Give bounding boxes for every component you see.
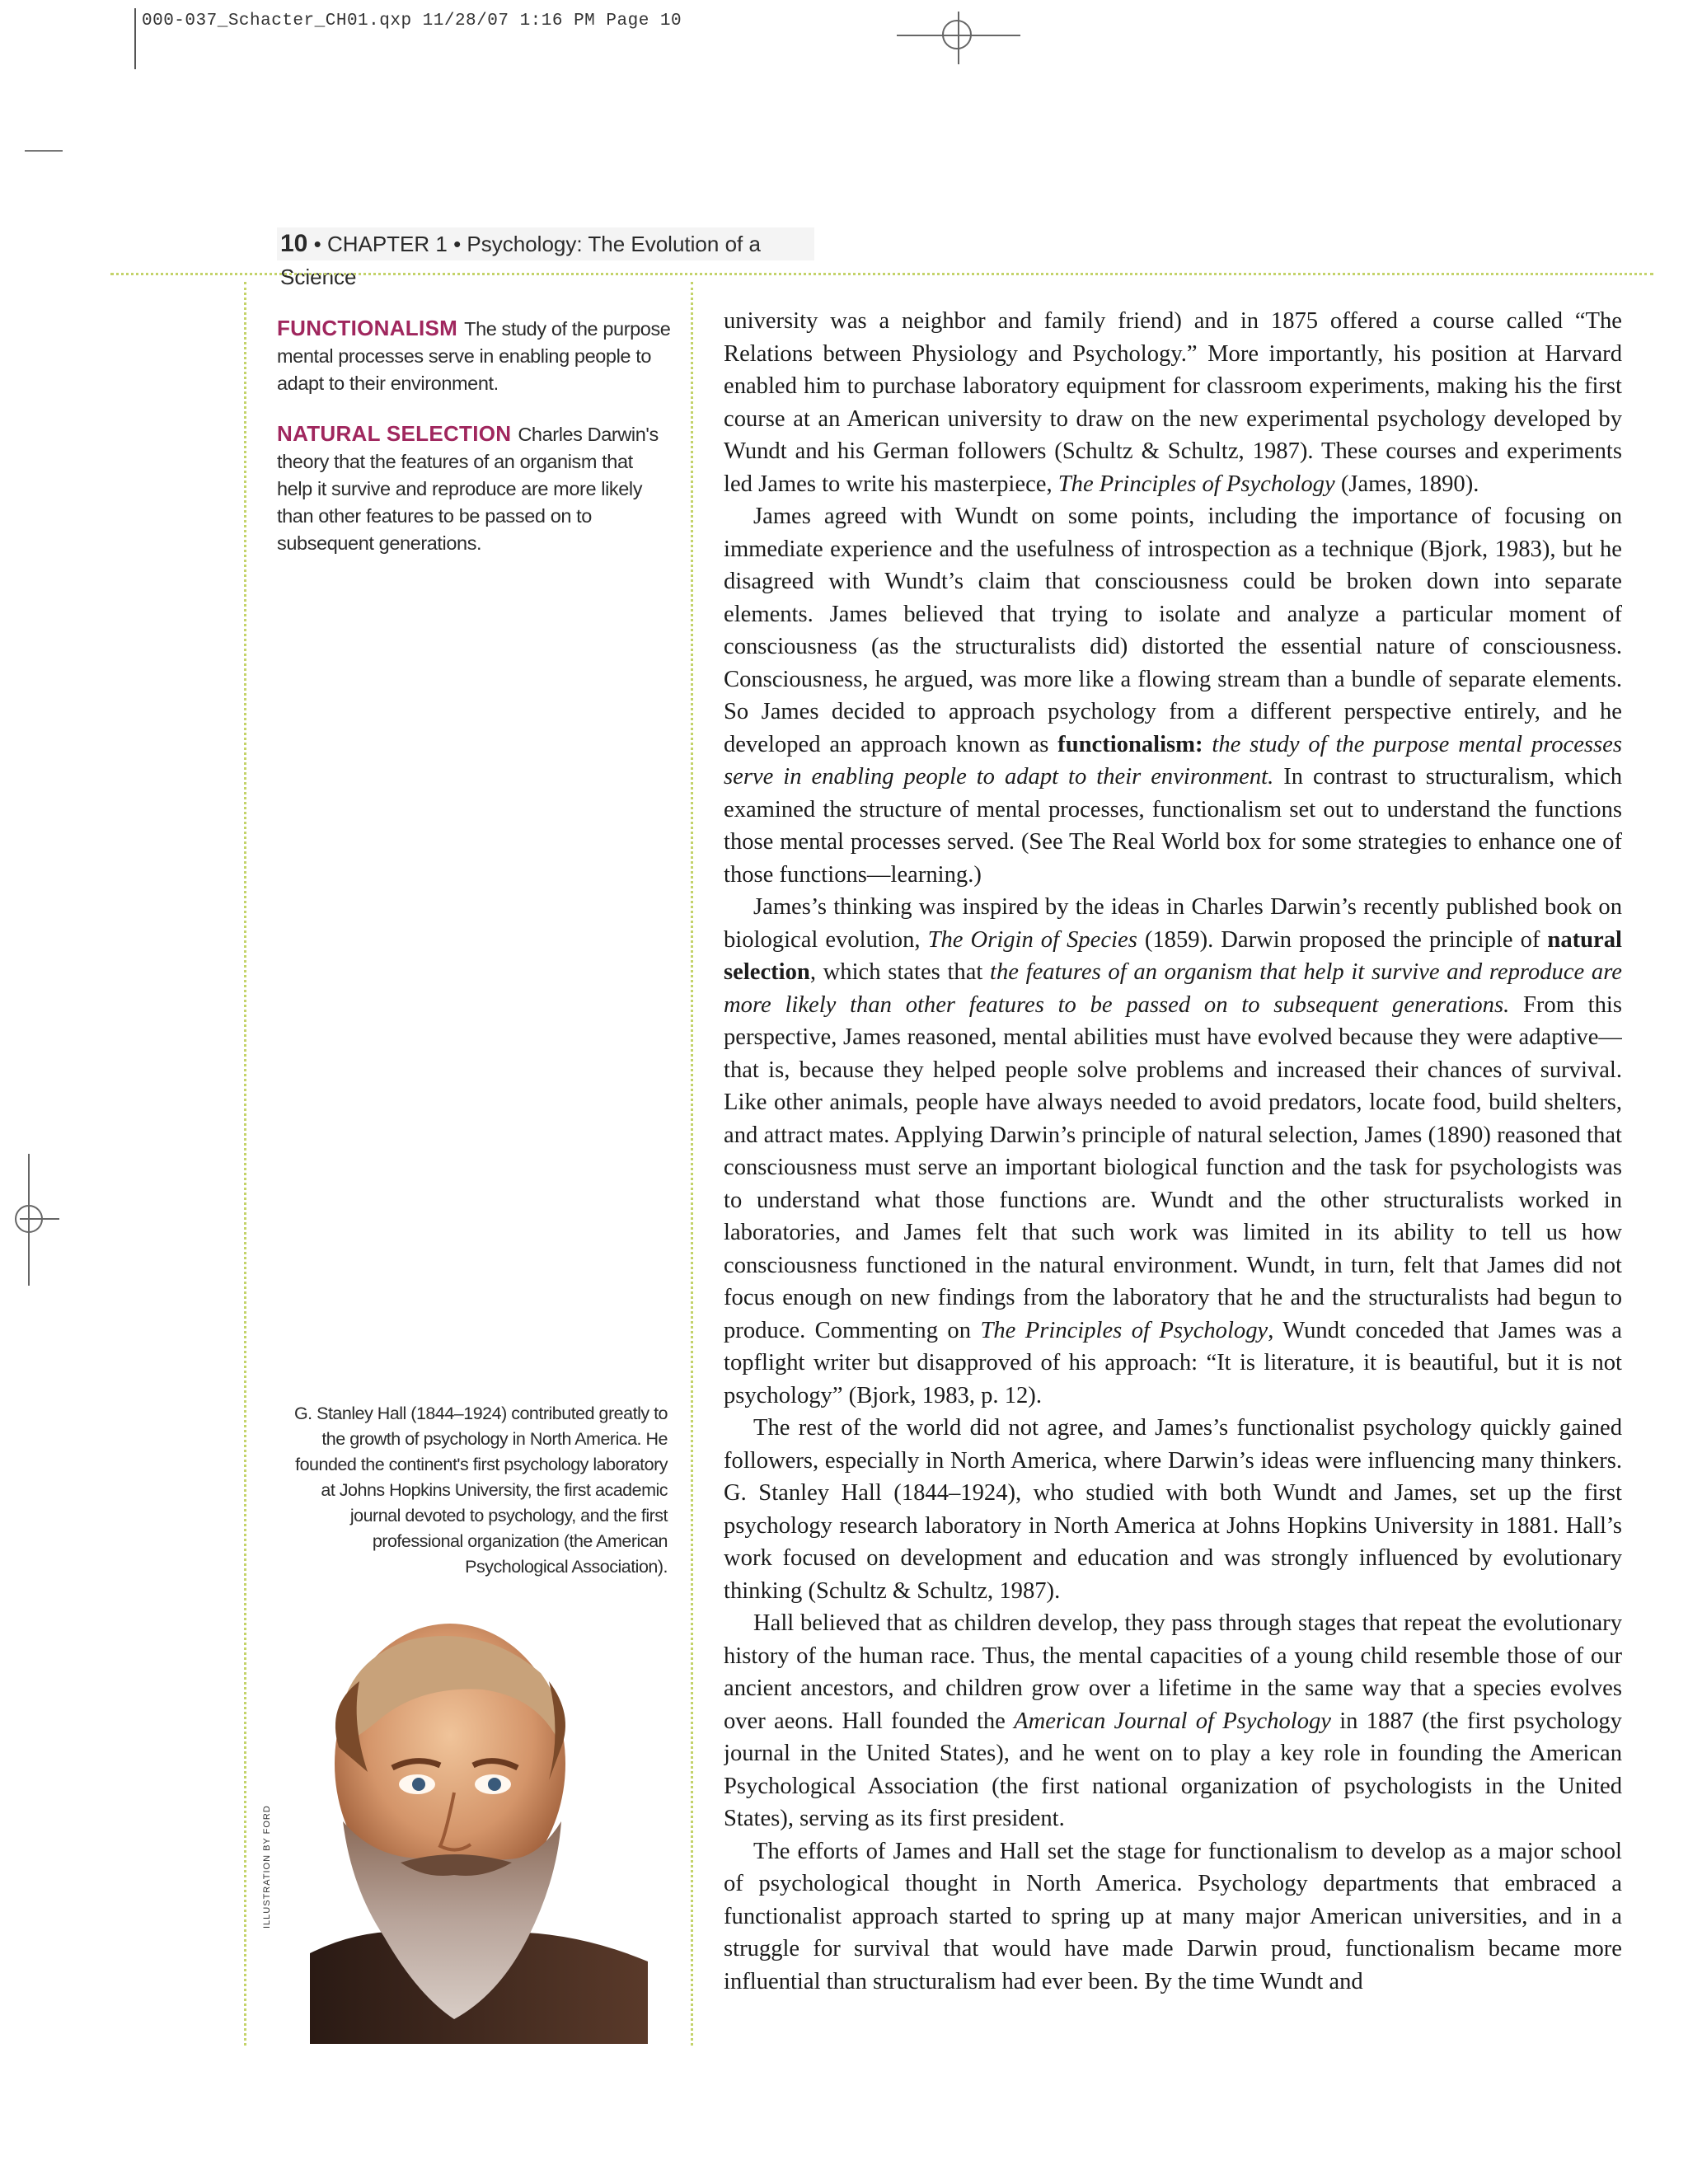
text-run: From this perspective, James reasoned, mental abilities must have evolved because they were adaptive—that is, because they helped people solve problems and increased their chances of survival. Like other animals, people have always needed to avoid predators, locate food, build shelters, and attract mates. Applying Darwin’s principle of natural selection, James (1890) reasoned that consciousness must serve an important biological function and the task for psychologists was to understand what those functions are. Wundt and the other structuralists worked in laboratories, and James felt that such work was limited in its ability to tell us how consciousness functioned in the natural environment. Wundt, in turn, felt that James did not focus enough on new findings from the laboratory that he and the structuralists had begun to produce. Commenting on	[724, 991, 1622, 1343]
italic-text: the study of the purpose mental processes serve in enabling people to adapt to their environment.	[724, 731, 1622, 790]
body-paragraph	[724, 1835, 1622, 1999]
glossary-definition: Charles Darwin's theory that the features of an organism that help it survive and reproduce are more likely than other features to be passed on to subsequent generations.	[277, 424, 659, 554]
italic-text: The Principles of Psychology	[980, 1317, 1268, 1343]
body-paragraph	[724, 891, 1622, 1412]
text-run	[1203, 732, 1212, 757]
text-run: , Wundt conceded that James was a topflight writer but disapproved of his approach: “It is literature, it is beautiful, but it is not psychology” (Bjork, 1983, p. 12).	[724, 1317, 1622, 1408]
margin-glossary	[277, 315, 673, 580]
body-paragraph	[724, 305, 1622, 500]
body-paragraph	[724, 1607, 1622, 1835]
crop-tick-left	[25, 150, 63, 152]
text-run: in 1887 (the first psychology journal in the United States), and he went on to play a key role in founding the American Psychological Association (the first national organization of psychologists in the United States), serving as its first president.	[724, 1708, 1622, 1831]
text-run: (James, 1890).	[1334, 471, 1479, 497]
illustration-credit: ILLUSTRATION BY FORD	[262, 1805, 272, 1929]
body-paragraph	[724, 1412, 1622, 1607]
registration-mark-side	[15, 1205, 43, 1233]
margin-right-dotted-rule	[691, 282, 693, 2046]
italic-text: the features of an organism that help it survive and reproduce are more likely than other features to be passed on to subsequent generations.	[724, 959, 1622, 1018]
text-run: university was a neighbor and family friend) and in 1875 offered a course called “The Relations between Physiology and Psychology.” More importantly, his position at Harvard enabled him to purchase laboratory equipment for classroom experiments, making his the first course at an American university to draw on the new experimental psychology developed by Wundt and his German followers (Schultz & Schultz, 1987). These courses and experiments led James to write his masterpiece,	[724, 308, 1622, 497]
page-number: 10	[280, 230, 308, 257]
portrait-illustration	[277, 1607, 664, 2044]
slug-rule	[134, 8, 136, 69]
glossary-entry-natural-selection	[277, 420, 673, 557]
text-run: In contrast to structuralism, which examined the structure of mental processes, functionalism set out to understand the functions those mental processes served. (See The Real World box for some strategies to enhance one of those functions—learning.)	[724, 764, 1622, 888]
separator: •	[447, 232, 467, 256]
key-term: functionalism:	[1057, 731, 1203, 757]
printer-slug: 000-037_Schacter_CH01.qxp 11/28/07 1:16 PM Page 10	[142, 12, 682, 30]
header-dotted-rule	[110, 273, 1653, 275]
body-paragraph	[724, 500, 1622, 891]
italic-text: The Origin of Species	[927, 926, 1137, 953]
main-text-column	[724, 305, 1622, 2046]
key-term: natural selection	[724, 926, 1622, 985]
registration-mark-top	[942, 20, 972, 49]
italic-text: The Principles of Psychology	[1057, 471, 1335, 497]
chapter-title: Psychology: The Evolution of a Science	[280, 232, 761, 289]
text-run: The efforts of James and Hall set the stage for functionalism to develop as a major school of psychological thought in North America. Psychology departments that embraced a functionalist approach started to spring up at many major American universities, and in a struggle for survival that would have made Darwin proud, functionalism became more influential than structuralism had ever been. By the time Wundt and	[724, 1838, 1622, 1994]
chapter-label: CHAPTER 1	[326, 232, 448, 256]
glossary-definition: The study of the purpose mental processes serve in enabling people to adapt to their environment.	[277, 318, 671, 394]
text-run: Hall believed that as children develop, they pass through stages that repeat the evolutionary history of the human race. Thus, the mental capacities of a young child resemble those of our ancient ancestors, and children grow over a lifetime in the same way that a species evolves over aeons. Hall founded the	[724, 1610, 1622, 1734]
separator: •	[307, 232, 327, 256]
figure-caption: G. Stanley Hall (1844–1924) contributed greatly to the growth of psychology in North America. He founded the continent's first psychology laboratory at Johns Hopkins University, the first academic journal devoted to psychology, and the first professional organization (the American Psychological Association).	[293, 1404, 668, 1577]
glossary-entry-functionalism	[277, 315, 673, 397]
italic-text: American Journal of Psychology	[1014, 1708, 1331, 1734]
glossary-term: NATURAL SELECTION	[277, 421, 512, 446]
text-run: , which states that	[809, 959, 991, 985]
text-run: James’s thinking was inspired by the ideas in Charles Darwin’s recently published book on biological evolution,	[724, 894, 1622, 953]
text-run: James agreed with Wundt on some points, including the importance of focusing on immediate experience and the usefulness of introspection as a technique (Bjork, 1983), but he disagreed with Wundt’s claim that consciousness could be broken down into separate elements. James believed that trying to isolate and analyze a particular moment of consciousness (as the structuralists did) distorted the essential nature of consciousness. Consciousness, he argued, was more like a flowing stream than a bundle of separate elements. So James decided to approach psychology from a different perspective entirely, and he developed an approach known as	[724, 504, 1622, 757]
margin-left-dotted-rule	[244, 282, 246, 2046]
glossary-term: FUNCTIONALISM	[277, 316, 458, 340]
running-head	[277, 227, 814, 289]
text-run: The rest of the world did not agree, and James’s functionalist psychology quickly gained followers, especially in North America, where Darwin’s ideas were influencing many thinkers. G. Stanley Hall (1844–1924), who studied with both Wundt and James, set up the first psychology research laboratory in North America at Johns Hopkins University in 1881. Hall’s work focused on development and education and was strongly influenced by evolutionary thinking (Schultz & Schultz, 1987).	[724, 1415, 1622, 1604]
text-run: (1859). Darwin proposed the principle of	[1137, 926, 1548, 953]
